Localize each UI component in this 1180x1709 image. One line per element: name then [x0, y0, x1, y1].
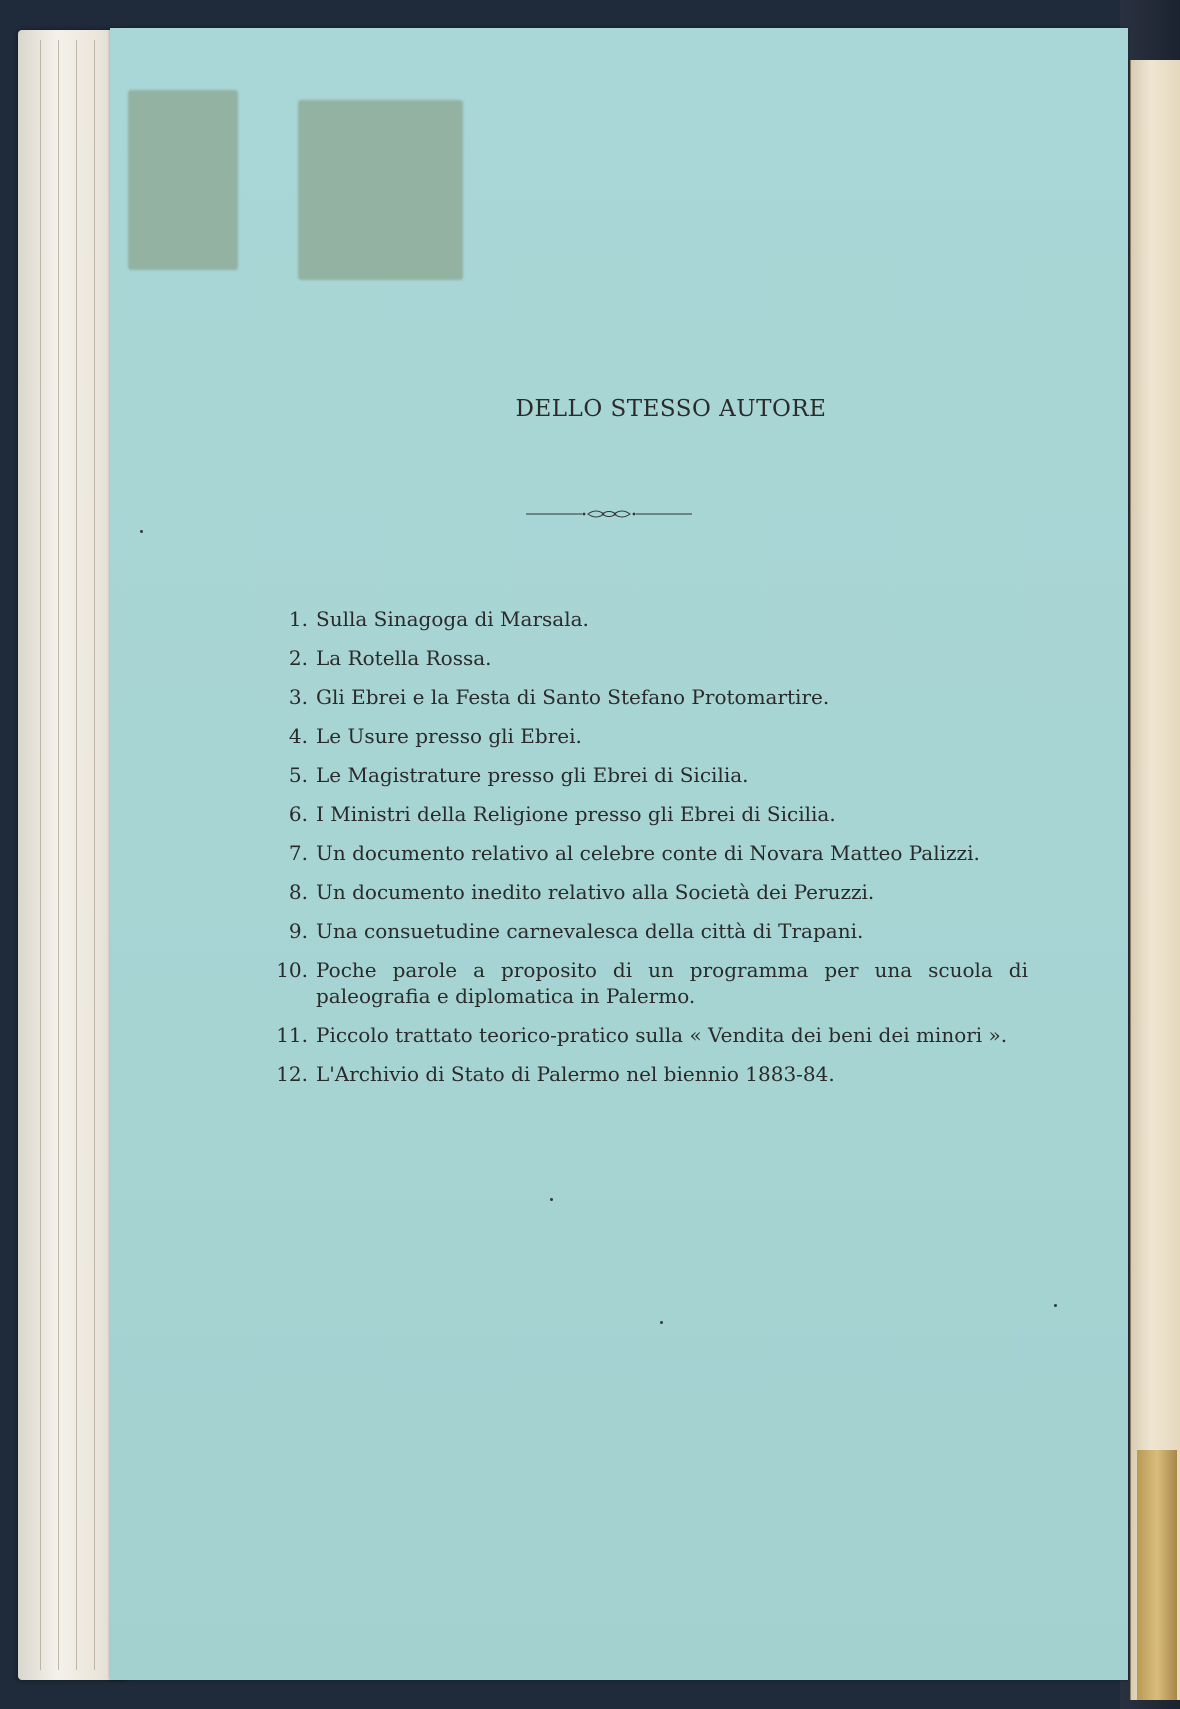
stain-mark [128, 90, 238, 270]
item-title: L'Archivio di Stato di Palermo nel biennio 1883-84. [316, 1062, 835, 1086]
item-number: 5. [288, 763, 308, 787]
item-number: 12. [276, 1062, 308, 1086]
works-list [268, 606, 1028, 1100]
leaf-line [94, 40, 95, 1670]
item-title: Sulla Sinagoga di Marsala. [316, 607, 589, 631]
item-number: 6. [288, 802, 308, 826]
cover-page [110, 28, 1128, 1680]
gilded-edge [1137, 1450, 1177, 1700]
item-title: Poche parole a proposito di un programma per una scuola di paleografia e diplomatica in Palermo. [316, 958, 1028, 1008]
list-item [268, 723, 1028, 749]
item-number: 4. [288, 724, 308, 748]
list-item [268, 762, 1028, 788]
paper-speck [140, 530, 143, 533]
leaf-line [58, 40, 59, 1670]
item-number: 9. [288, 919, 308, 943]
list-item [268, 801, 1028, 827]
list-item [268, 879, 1028, 905]
decorative-rule-icon [526, 506, 692, 522]
item-title: I Ministri della Religione presso gli Ebrei di Sicilia. [316, 802, 836, 826]
list-item [268, 957, 1028, 1009]
leaf-line [76, 40, 77, 1670]
adjacent-page-edge [1130, 60, 1180, 1700]
item-number: 3. [288, 685, 308, 709]
item-number: 2. [288, 646, 308, 670]
list-item [268, 684, 1028, 710]
item-number: 11. [276, 1023, 308, 1047]
list-item [268, 606, 1028, 632]
item-title: Le Magistrature presso gli Ebrei di Sicilia. [316, 763, 749, 787]
item-title: La Rotella Rossa. [316, 646, 492, 670]
item-title: Un documento inedito relativo alla Società dei Peruzzi. [316, 880, 875, 904]
item-number: 7. [288, 841, 308, 865]
leaf-line [40, 40, 41, 1670]
item-number: 10. [276, 958, 308, 982]
list-item [268, 1061, 1028, 1087]
page-title: DELLO STESSO AUTORE [515, 396, 827, 422]
item-title: Gli Ebrei e la Festa di Santo Stefano Protomartire. [316, 685, 830, 709]
list-item [268, 1022, 1028, 1048]
stain-mark [298, 100, 463, 280]
list-item [268, 645, 1028, 671]
paper-speck [1054, 1304, 1057, 1307]
paper-speck [660, 1321, 663, 1324]
item-title: Piccolo trattato teorico-pratico sulla « Vendita dei beni dei minori ». [316, 1023, 1008, 1047]
item-title: Le Usure presso gli Ebrei. [316, 724, 582, 748]
list-item [268, 918, 1028, 944]
paper-speck [550, 1198, 553, 1201]
item-number: 1. [288, 607, 308, 631]
item-title: Un documento relativo al celebre conte di Novara Matteo Palizzi. [316, 841, 980, 865]
item-title: Una consuetudine carnevalesca della città di Trapani. [316, 919, 864, 943]
list-item [268, 840, 1028, 866]
item-number: 8. [288, 880, 308, 904]
